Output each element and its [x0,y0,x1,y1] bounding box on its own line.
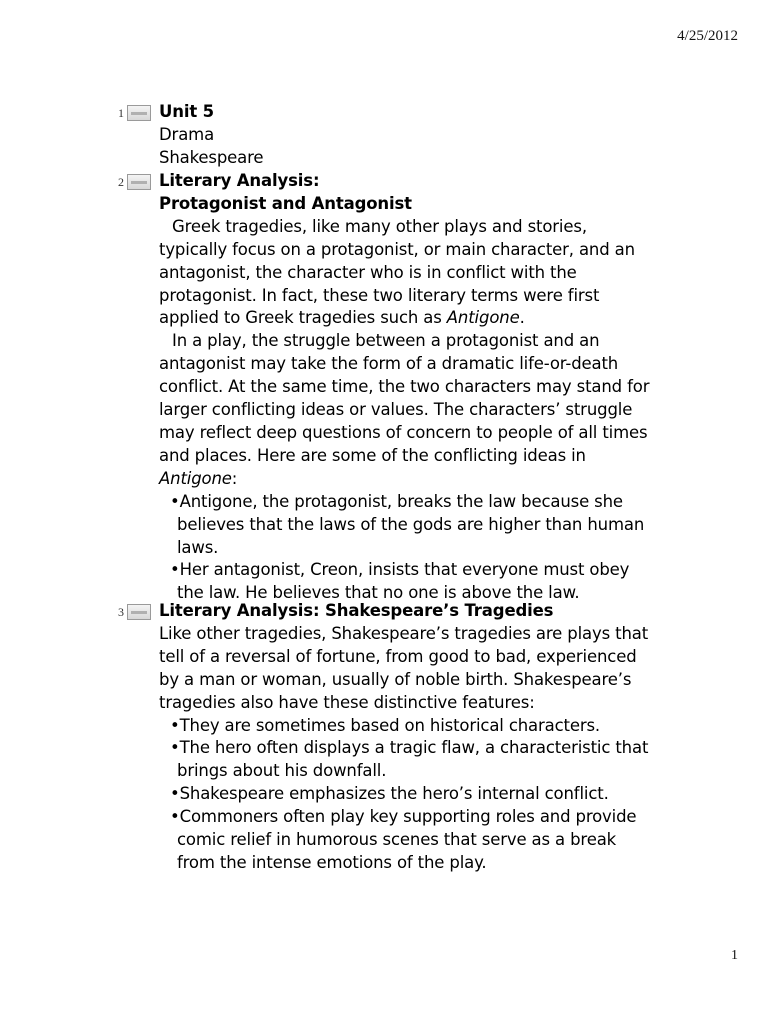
slide-title: Literary Analysis: Shakespeare’s Tragedies [159,601,554,620]
bullet-line: laws. [177,537,219,557]
slide-content [159,101,679,170]
paragraph-line: typically focus on a protagonist, or main character, and an [159,239,635,259]
paragraph-line: by a man or woman, usually of noble birth. Shakespeare’s [159,669,632,689]
bullet-line: •They are sometimes based on historical characters. [170,715,601,735]
slide-content [159,600,679,875]
slide-number: 2 [118,175,124,189]
paragraph-line: and places. Here are some of the conflicting ideas in [159,445,586,465]
bullet-line: believes that the laws of the gods are higher than human [177,514,645,534]
slide-number: 1 [118,106,124,120]
slide-title: Unit 5 [159,102,215,121]
paragraph-line: larger conflicting ideas or values. The characters’ struggle [159,400,633,420]
bullet-line: •Shakespeare emphasizes the hero’s internal conflict. [170,784,609,804]
slide-number: 3 [118,605,124,619]
slide-content [159,170,679,605]
bullet-line: •Commoners often play key supporting roles and provide [170,807,637,827]
paragraph-line [159,468,679,491]
paragraph-line: antagonist may take the form of a dramatic life-or-death [159,354,619,374]
bullet-line: •Her antagonist, Creon, insists that everyone must obey [170,560,630,580]
paragraph-line: In a play, the struggle between a protagonist and an [172,331,600,351]
bullet-line: from the intense emotions of the play. [177,852,487,872]
paragraph-line: Greek tragedies, like many other plays and stories, [172,216,587,236]
work-title: Antigone [159,468,232,488]
slide-thumbnail-icon[interactable] [127,604,151,620]
slide-line: Shakespeare [159,147,264,167]
paragraph-text: applied to Greek tragedies such as [159,308,447,328]
paragraph-line: tell of a reversal of fortune, from good to bad, experienced [159,646,637,666]
bullet-line: the law. He believes that no one is above the law. [177,583,580,603]
paragraph-line: may reflect deep questions of concern to people of all times [159,422,648,442]
slide-subtitle: Protagonist and Antagonist [159,193,412,213]
bullet-line: comic relief in humorous scenes that serve as a break [177,830,617,850]
print-date: 4/25/2012 [677,28,738,44]
bullet-line: •The hero often displays a tragic flaw, a characteristic that [170,738,649,758]
work-title: Antigone [446,308,520,328]
slide-title: Literary Analysis: [159,171,320,190]
paragraph-line [159,307,679,330]
slide-thumbnail-icon[interactable] [127,174,151,190]
bullet-line: •Antigone, the protagonist, breaks the law because she [170,491,623,511]
paragraph-line: protagonist. In fact, these two literary terms were first [159,285,600,305]
paragraph-line: conflict. At the same time, the two characters may stand for [159,377,650,397]
paragraph-line: antagonist, the character who is in conflict with the [159,262,577,282]
punctuation: : [231,468,238,488]
paragraph-line: Like other tragedies, Shakespeare’s tragedies are plays that [159,623,649,643]
punctuation: . [519,308,525,328]
page-number: 1 [731,948,738,963]
slide-thumbnail-icon[interactable] [127,105,151,121]
paragraph-line: tragedies also have these distinctive features: [159,692,535,712]
slide-line: Drama [159,124,215,144]
bullet-line: brings about his downfall. [177,761,387,781]
